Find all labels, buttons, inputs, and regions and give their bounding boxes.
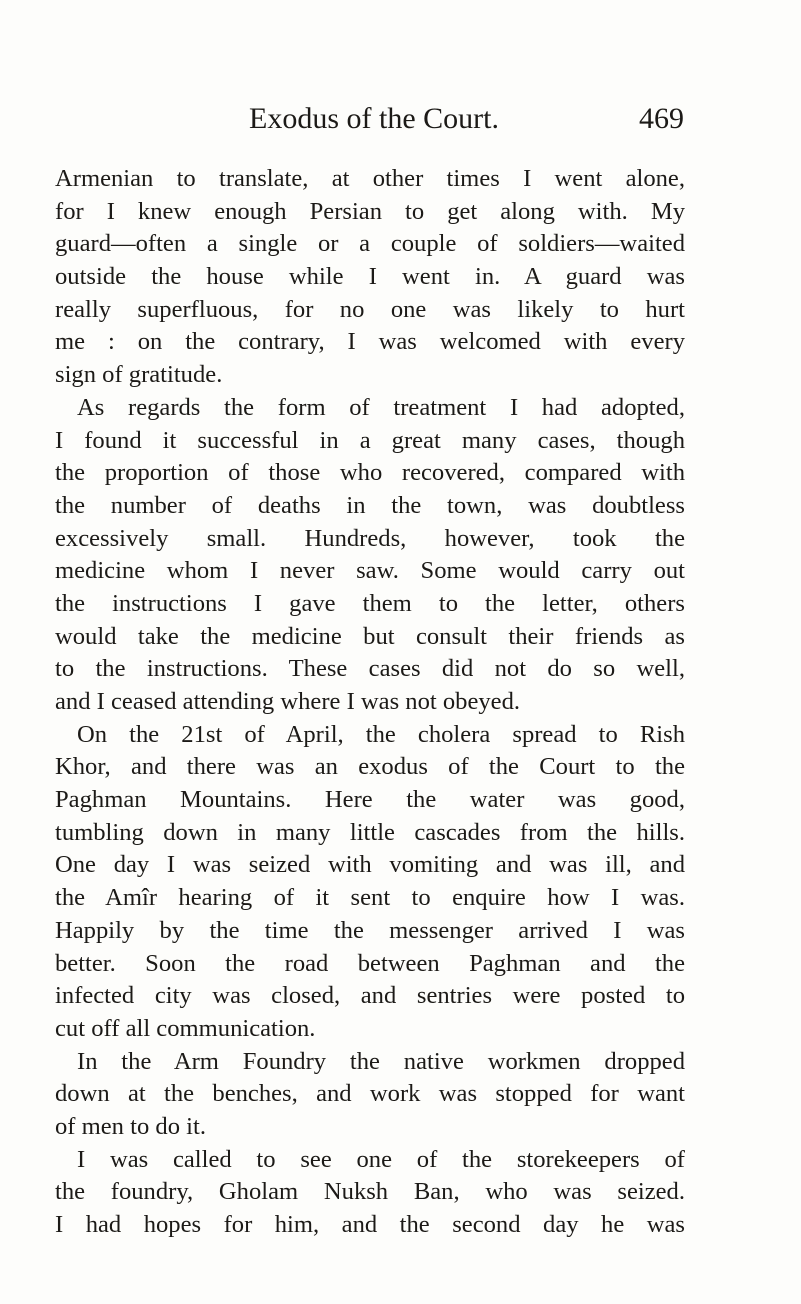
text-line: Armenian to translate, at other times I went alone, <box>55 165 685 192</box>
text-line: I found it successful in a great many cases, though <box>55 426 685 454</box>
text-line: One day I was seized with vomiting and was ill, and <box>55 851 685 879</box>
text-line: the number of deaths in the town, was doubtless <box>55 491 685 519</box>
paragraph <box>55 719 685 1046</box>
text-line: outside the house while I went in. A guard was <box>55 263 685 291</box>
text-line: On the 21st of April, the cholera spread to Rish <box>77 720 685 748</box>
text-line: cut off all communication. <box>55 1014 316 1042</box>
text-line: better. Soon the road between Paghman and the <box>55 949 685 977</box>
text-line: the instructions I gave them to the letter, others <box>55 589 685 617</box>
paragraph <box>55 163 685 392</box>
text-line: for I knew enough Persian to get along with. My <box>55 197 685 225</box>
text-line: to the instructions. These cases did not do so well, <box>55 655 685 683</box>
text-line: would take the medicine but consult their friends as <box>55 622 685 650</box>
text-line: me : on the contrary, I was welcomed with every <box>55 328 685 356</box>
text-line: the Amîr hearing of it sent to enquire how I was. <box>55 884 685 912</box>
book-page <box>55 0 685 1304</box>
text-line: of men to do it. <box>55 1112 206 1140</box>
running-title: Exodus of the Court. <box>249 102 499 135</box>
page-number: 469 <box>639 102 684 135</box>
text-line: Khor, and there was an exodus of the Court to the <box>55 753 685 781</box>
text-line: really superfluous, for no one was likely to hurt <box>55 295 685 323</box>
text-line: As regards the form of treatment I had adopted, <box>77 393 685 421</box>
paragraph <box>55 1144 685 1242</box>
text-line: the foundry, Gholam Nuksh Ban, who was seized. <box>55 1178 685 1206</box>
text-line: infected city was closed, and sentries were posted to <box>55 982 685 1010</box>
body-text <box>55 163 685 1242</box>
text-line: In the Arm Foundry the native workmen dropped <box>77 1047 685 1075</box>
running-head <box>55 97 685 141</box>
text-line: I had hopes for him, and the second day he was <box>55 1211 685 1238</box>
text-line: guard—often a single or a couple of soldiers—waited <box>55 230 685 258</box>
text-line: medicine whom I never saw. Some would carry out <box>55 557 685 585</box>
text-line: down at the benches, and work was stopped for want <box>55 1080 685 1108</box>
paragraph <box>55 1046 685 1144</box>
text-line: the proportion of those who recovered, compared with <box>55 459 685 487</box>
text-line: I was called to see one of the storekeepers of <box>77 1145 685 1173</box>
text-line: Paghman Mountains. Here the water was good, <box>55 786 685 814</box>
paragraph <box>55 392 685 719</box>
text-line: sign of gratitude. <box>55 361 223 389</box>
text-line: tumbling down in many little cascades from the hills. <box>55 818 685 846</box>
text-line: excessively small. Hundreds, however, took the <box>55 524 685 552</box>
text-line: and I ceased attending where I was not obeyed. <box>55 688 521 715</box>
text-line: Happily by the time the messenger arrived I was <box>55 916 685 944</box>
